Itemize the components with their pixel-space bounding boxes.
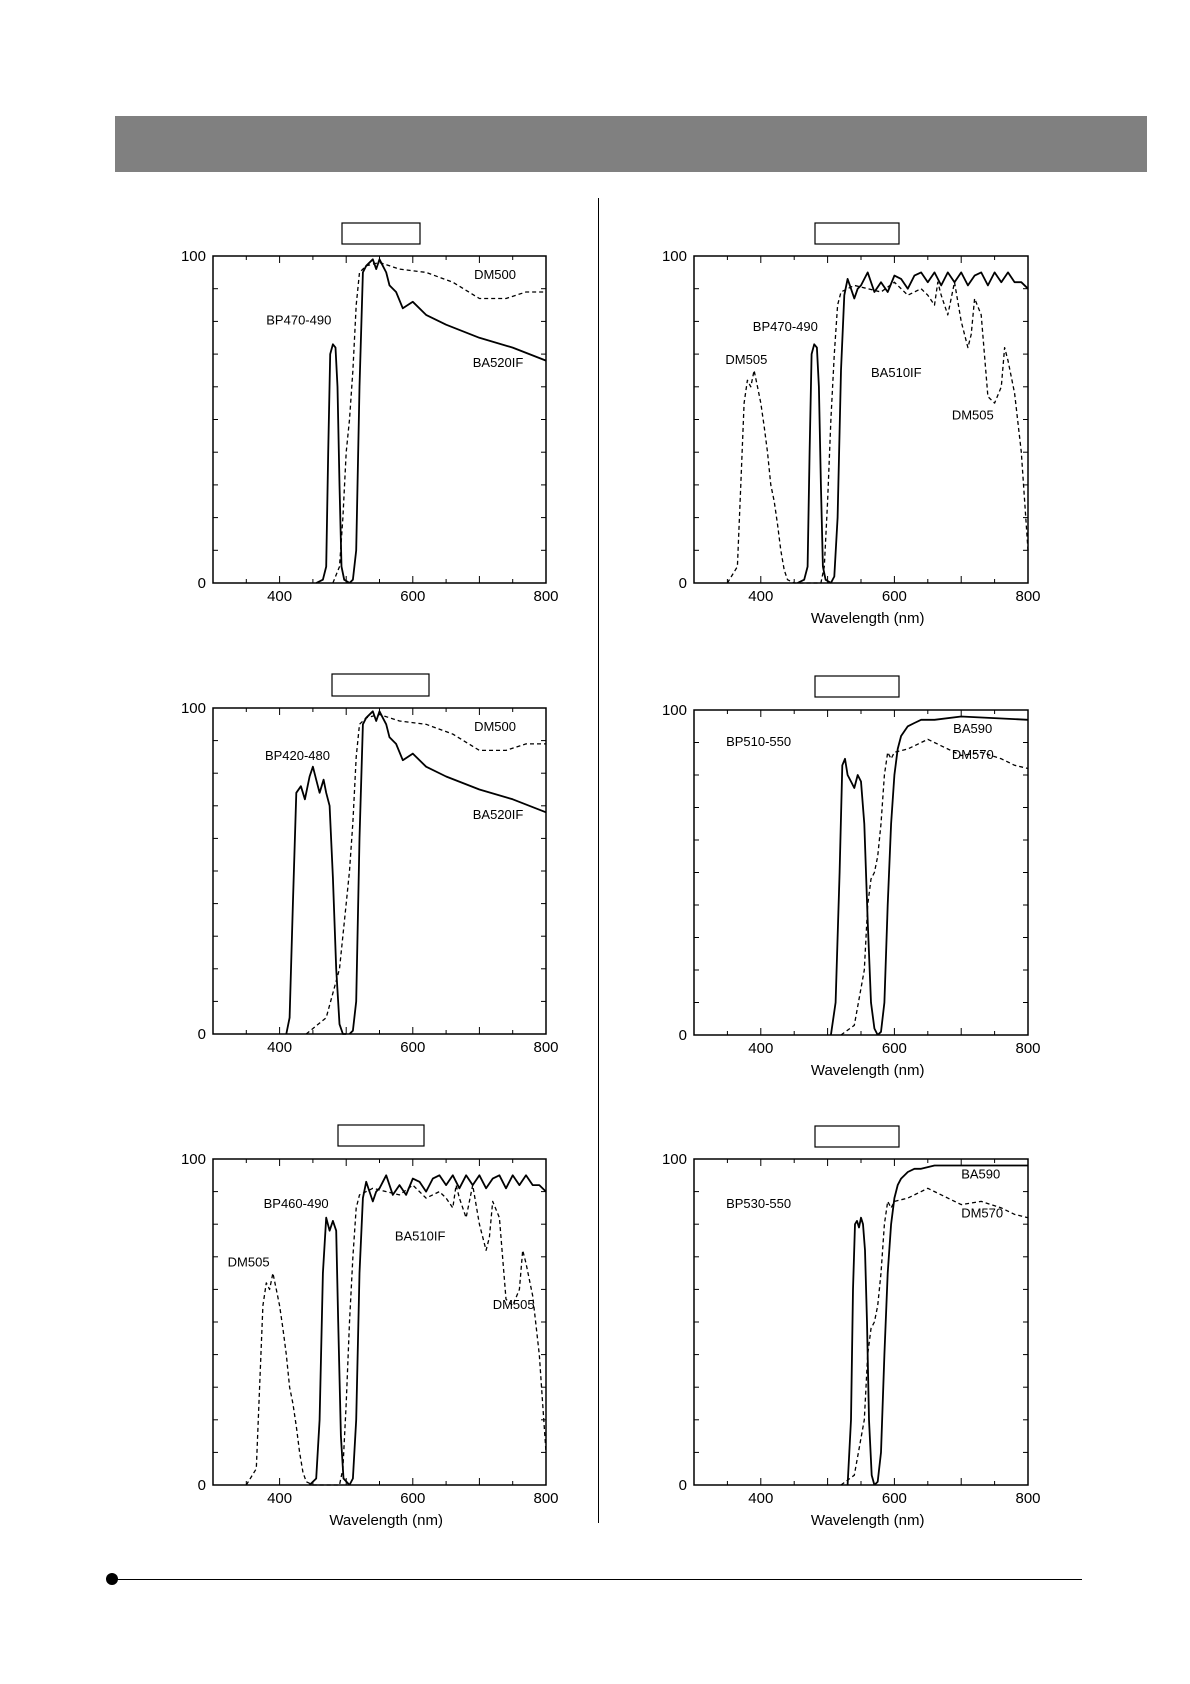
series-line-bp530-550 — [848, 1218, 875, 1485]
series-label-bp420-480: BP420-480 — [264, 748, 331, 764]
series-label-ba520if: BA520IF — [472, 806, 524, 822]
series-line-ba520if — [350, 259, 547, 583]
plot-frame — [213, 708, 546, 1034]
x-axis-title: Wavelength (nm) — [810, 610, 925, 627]
series-label-ba590: BA590 — [961, 1166, 1001, 1182]
chart-title-box — [815, 1126, 899, 1147]
chart-1 — [181, 223, 559, 605]
x-tick-label: 800 — [1015, 1040, 1041, 1057]
x-axis-title: Wavelength (nm) — [810, 1062, 925, 1079]
series-line-dm500 — [333, 263, 546, 584]
series-line-bp460-490 — [310, 1218, 350, 1485]
series-label-ba510if: BA510IF — [394, 1228, 446, 1244]
series-line-ba510if — [831, 272, 1028, 583]
x-tick-label: 800 — [533, 1039, 559, 1056]
series-line-bp470-490 — [316, 344, 349, 583]
x-tick-label: 800 — [533, 588, 559, 605]
series-line-ba590 — [878, 717, 1028, 1036]
y-tick-label: 100 — [661, 1151, 687, 1168]
x-axis-title: Wavelength (nm) — [329, 1512, 443, 1529]
series-label-dm505: DM505 — [951, 407, 994, 423]
x-tick-label: 600 — [400, 1490, 426, 1507]
series-label-dm505: DM505 — [227, 1254, 270, 1270]
y-tick-label: 100 — [180, 700, 206, 717]
chart-6 — [662, 1126, 1041, 1529]
x-tick-label: 600 — [881, 588, 907, 605]
x-tick-label: 800 — [1015, 1490, 1041, 1507]
series-label-bp460-490: BP460-490 — [263, 1195, 329, 1211]
x-tick-label: 600 — [881, 1490, 907, 1507]
y-tick-label: 100 — [661, 248, 687, 265]
x-tick-label: 400 — [748, 1040, 774, 1057]
y-tick-label: 0 — [197, 575, 206, 592]
x-tick-label: 600 — [400, 1039, 426, 1056]
chart-title-box — [342, 223, 420, 244]
footer-rule — [116, 1579, 1082, 1580]
series-line-dm500 — [306, 715, 546, 1035]
y-tick-label: 0 — [678, 1027, 687, 1044]
series-label-ba590: BA590 — [953, 720, 993, 736]
y-tick-label: 0 — [197, 1026, 206, 1043]
chart-title-box — [332, 674, 429, 696]
series-label-dm505: DM505 — [725, 351, 768, 367]
x-tick-label: 400 — [267, 1490, 293, 1507]
x-tick-label: 400 — [748, 1490, 774, 1507]
chart-3 — [181, 1125, 559, 1529]
x-axis-title: Wavelength (nm) — [810, 1512, 925, 1529]
series-line-bp510-550 — [831, 759, 878, 1035]
series-label-bp530-550: BP530-550 — [726, 1195, 792, 1211]
series-label-bp470-490: BP470-490 — [752, 319, 818, 335]
series-line-ba520if — [350, 711, 547, 1034]
series-label-ba520if: BA520IF — [472, 355, 524, 371]
series-label-ba510if: BA510IF — [871, 364, 922, 380]
x-tick-label: 400 — [267, 1039, 293, 1056]
y-tick-label: 100 — [180, 1151, 206, 1168]
chart-5 — [662, 676, 1041, 1079]
x-tick-label: 800 — [1015, 588, 1041, 605]
y-tick-label: 100 — [180, 248, 206, 265]
series-line-ba510if — [350, 1175, 547, 1485]
x-tick-label: 600 — [881, 1040, 907, 1057]
y-tick-label: 0 — [678, 1477, 687, 1494]
y-tick-label: 100 — [661, 702, 687, 719]
chart-title-box — [338, 1125, 424, 1146]
series-line-bp420-480 — [286, 767, 346, 1034]
series-label-dm570: DM570 — [951, 746, 994, 762]
series-label-bp470-490: BP470-490 — [266, 312, 332, 328]
x-tick-label: 400 — [748, 588, 774, 605]
series-label-bp510-550: BP510-550 — [726, 733, 792, 749]
y-tick-label: 0 — [197, 1477, 206, 1494]
series-label-dm570: DM570 — [961, 1205, 1004, 1221]
x-tick-label: 800 — [533, 1490, 559, 1507]
chart-4 — [662, 223, 1041, 627]
x-tick-label: 400 — [267, 588, 293, 605]
series-line-ba590 — [874, 1166, 1028, 1486]
y-tick-label: 0 — [678, 575, 687, 592]
chart-2 — [181, 674, 559, 1056]
chart-title-box — [815, 223, 899, 244]
series-line-dm570 — [841, 739, 1028, 1035]
series-line-dm570 — [841, 1188, 1028, 1485]
series-label-dm505: DM505 — [492, 1296, 535, 1312]
plot-frame — [213, 256, 546, 583]
chart-title-box — [815, 676, 899, 697]
x-tick-label: 600 — [400, 588, 426, 605]
series-label-dm500: DM500 — [474, 718, 516, 734]
series-label-dm500: DM500 — [474, 266, 516, 282]
